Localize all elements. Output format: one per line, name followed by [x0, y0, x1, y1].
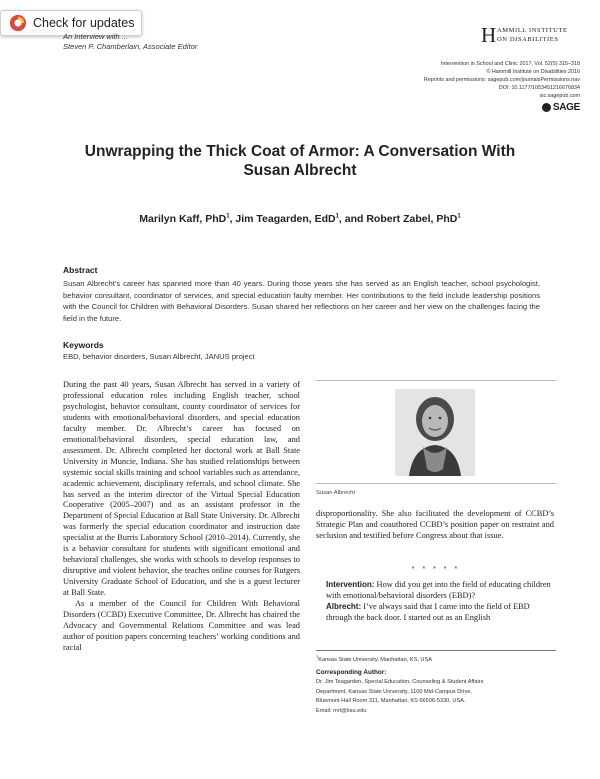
- portrait-photo: [395, 389, 475, 476]
- author-affiliation-mark: 1: [335, 213, 339, 220]
- check-for-updates-label: Check for updates: [33, 16, 135, 30]
- check-for-updates-icon: [9, 14, 27, 32]
- journal-citation: Intervention in School and Clinic 2017, Vol. 52(5) 315–318: [440, 61, 580, 67]
- journal-permissions: Reprints and permissions: sagepub.com/journalsPermissions.nav: [423, 77, 580, 83]
- journal-copyright: © Hammill Institute on Disabilities 2016: [486, 69, 580, 75]
- speaker-label: Albrecht:: [326, 602, 362, 611]
- corresponding-author-heading: Corresponding Author:: [316, 669, 387, 676]
- journal-doi: DOI: 10.1177/1053451216676834: [498, 85, 580, 91]
- corresponding-line: Department, Kansas State University, 1100 Mid-Campus Drive,: [316, 688, 472, 695]
- body-left-column: [63, 380, 300, 654]
- journal-site: isc.sagepub.com: [539, 93, 580, 99]
- interview-answer: [326, 602, 556, 624]
- photo-caption: Susan Albrecht: [316, 490, 355, 496]
- author-list: [60, 213, 540, 225]
- series-header-line1: An Interview with ...: [63, 32, 129, 41]
- affiliation-text: Kansas State University, Manhattan, KS, USA: [318, 656, 432, 663]
- speaker-label: Intervention:: [326, 580, 375, 589]
- interview-question: [326, 580, 556, 602]
- sage-logo-text: SAGE: [552, 102, 580, 113]
- author-affiliation-mark: 1: [226, 213, 230, 220]
- author-separator: ,: [229, 213, 236, 225]
- publisher-line1: AMMILL INSTITUTE: [497, 27, 568, 34]
- keywords-text: EBD, behavior disorders, Susan Albrecht, JANUS project: [63, 352, 255, 361]
- publisher-logo-letter: H: [481, 23, 497, 47]
- author-separator: , and: [338, 213, 367, 225]
- body-right-column: [316, 509, 554, 542]
- sage-logo: [542, 102, 580, 113]
- corresponding-line: Bluemont Hall Room 311, Manhattan, KS 66506-5330, USA.: [316, 698, 466, 705]
- corresponding-author-details: [316, 678, 556, 716]
- corresponding-email[interactable]: Email: mrt@ksu.edu: [316, 707, 367, 714]
- corresponding-line: Dr. Jim Teagarden, Special Education, Counseling & Student Affairs: [316, 679, 484, 685]
- author-name: Jim Teagarden, EdD: [235, 213, 336, 225]
- abstract-text: Susan Albrecht’s career has spanned more than 40 years. During those years she has served as an English teacher, school psychologist, behavior consultant, coordinator of services, and special education faulty member. Her contributions to the field include leadership positions with the Council for Children with Behavioral Disorders. Susan shared her reflections on her career and her view on the challenges facing the field in the future.: [63, 279, 540, 323]
- keywords-heading: Keywords: [63, 340, 104, 350]
- article-title: Unwrapping the Thick Coat of Armor: A Conversation With Susan Albrecht: [84, 143, 516, 179]
- abstract-heading: Abstract: [63, 265, 98, 275]
- footnote-rule: [316, 650, 556, 651]
- publisher-logo: [481, 25, 571, 47]
- body-paragraph: disproportionality. She also facilitated the development of CCBD’s Strategic Plan and coauthored CCBD’s position paper on restraint and seclusion and testified before Congress about that issue.: [316, 509, 554, 540]
- body-paragraph: During the past 40 years, Susan Albrecht has served in a variety of professional education roles including English teacher, school psychologist, behavior consultant, county coordinator of services for students with emotional/behavioral disorders, and special education faculty member. Dr. Albrecht’s career has focused on emotional/behavioral disorders, special education law, and assessment. Dr. Albrecht completed her doctoral work at Ball State University in Muncie, Indiana. She has studied relationships between systemic social skills training and school variables such as attendance, academic achievement, disciplinary referrals, and school climate. She has served as the interim director of the Virtual Special Education Cooperative (2005–2007) and as an assistant professor in the Department of Special Education at Ball State University. Dr. Albrecht was formerly the special education coordinator and instruction date specialist at the Burris Laboratory School (2010–2014). Currently, she is a behavior consultant for students with significant emotional and behavioral challenges, she works with schools to develop responses to disruptive and violent behavior, she teaches online courses for Rutgers University Graduate School of Education, and she is a guest lecturer at Ball State.: [63, 380, 300, 598]
- interview-text: I’ve always said that I came into the field of EBD through the back door. I started out as an English: [326, 602, 530, 622]
- author-name: Marilyn Kaff, PhD: [139, 213, 227, 225]
- author-name: Robert Zabel, PhD: [366, 213, 458, 225]
- interview-text: How did you get into the field of educating children with emotional/behavioral disorders (EBD)?: [326, 580, 551, 600]
- affiliation-note: [316, 654, 432, 663]
- series-header-line2: Steven P. Chamberlain, Associate Editor: [63, 42, 198, 51]
- body-paragraph: As a member of the Council for Children With Behavioral Disorders (CCBD) Executive Committee, Dr. Albrecht has chaired the Advocacy and Governmental Relations Committee and was lead author of position papers concerning teachers’ working conditions and racial: [63, 599, 300, 652]
- author-affiliation-mark: 1: [457, 213, 461, 220]
- sage-logo-mark: [542, 103, 551, 112]
- section-divider: * * * * *: [411, 566, 461, 573]
- publisher-line2: ON DISABILITIES: [497, 36, 559, 43]
- affiliation-mark: 1: [316, 654, 319, 659]
